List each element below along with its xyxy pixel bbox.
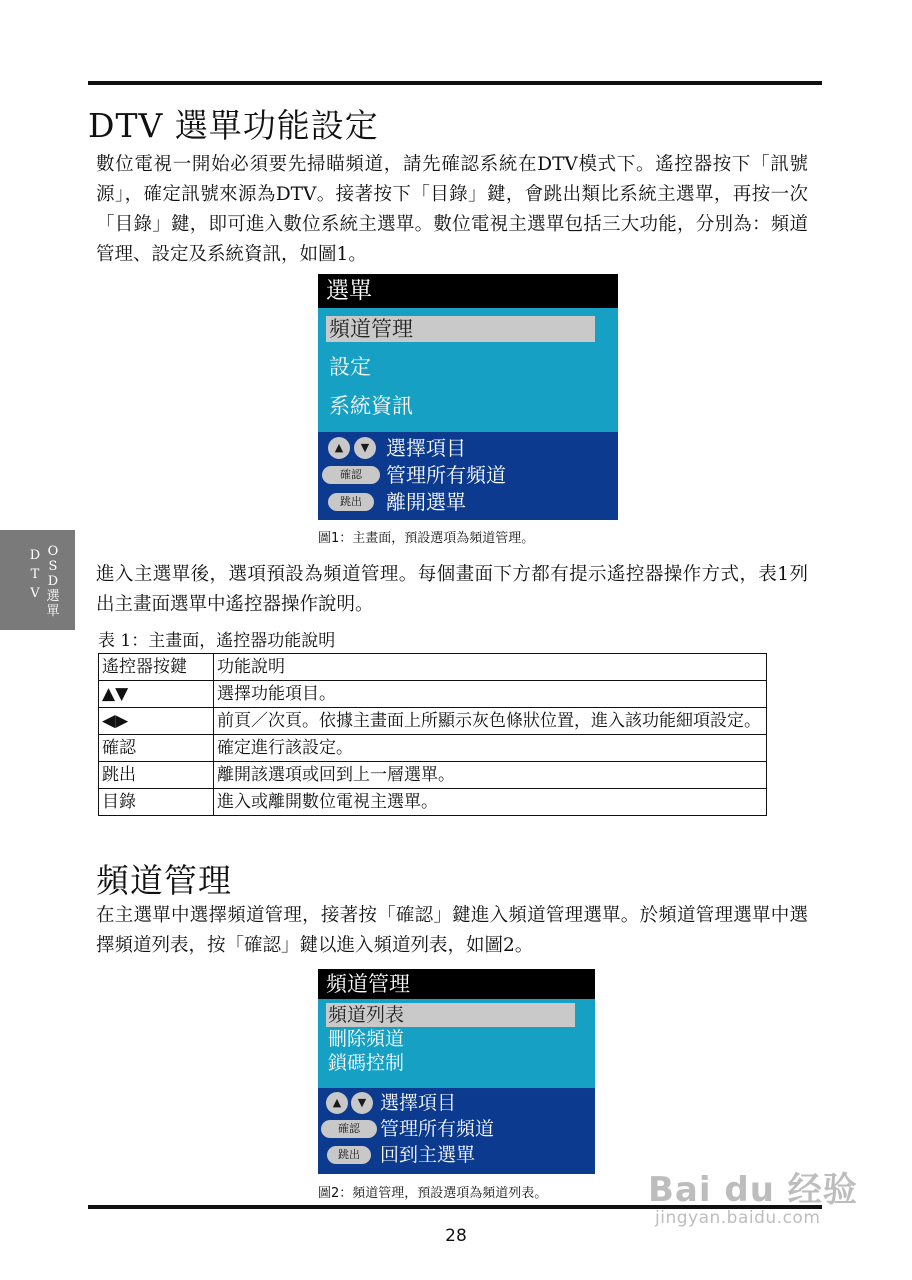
table-key-cell: 確認 xyxy=(99,735,214,762)
hint-text: 離開選單 xyxy=(386,490,466,514)
menu-item-lock-control[interactable]: 鎖碼控制 xyxy=(328,1052,405,1074)
page-number: 28 xyxy=(445,1226,467,1246)
table-key-cell: ◀▶ xyxy=(99,708,214,735)
table-desc-cell: 選擇功能項目。 xyxy=(214,681,767,708)
channel-menu-screenshot xyxy=(318,969,595,1174)
hint-row-confirm xyxy=(318,1117,595,1141)
table-key-cell: 跳出 xyxy=(99,762,214,789)
side-tab-col-osd xyxy=(46,544,60,619)
second-paragraph: 進入主選單後，選項預設為頻道管理。每個畫面下方都有提示遙控器操作方式，表1列出主畫面選單中遙控器操作說明。 xyxy=(96,564,808,615)
hint-text: 回到主選單 xyxy=(380,1144,476,1166)
figure2-caption: 圖2：頻道管理，預設選項為頻道列表。 xyxy=(318,1186,548,1201)
watermark-url: jingyan.baidu.com xyxy=(655,1208,821,1228)
main-menu-screenshot xyxy=(318,274,618,520)
menu-item-channel-management[interactable]: 頻道管理 xyxy=(326,316,595,342)
table-header-cell: 遙控器按鍵 xyxy=(99,654,214,681)
hint-text: 管理所有頻道 xyxy=(380,1118,495,1140)
table-header-cell: 功能說明 xyxy=(214,654,767,681)
menu-item-channel-list[interactable]: 頻道列表 xyxy=(326,1003,575,1027)
table-desc-cell: 前頁／次頁。依據主畫面上所顯示灰色條狀位置，進入該功能細項設定。 xyxy=(214,708,767,735)
table-header-row xyxy=(99,654,767,681)
hint-row-confirm xyxy=(318,462,618,488)
hint-row-exit xyxy=(318,489,618,515)
remote-control-table xyxy=(98,653,767,816)
up-arrow-icon: ▲ xyxy=(326,1092,348,1114)
hint-row-select xyxy=(318,1091,595,1115)
hint-text: 選擇項目 xyxy=(386,436,466,460)
side-tab-char: 單 xyxy=(46,604,60,619)
side-tab-char: D xyxy=(47,574,59,589)
side-tab-char: 選 xyxy=(46,589,60,604)
menu-item-settings[interactable]: 設定 xyxy=(329,355,371,379)
confirm-key-icon: 確認 xyxy=(321,1120,377,1138)
figure1-caption: 圖1：主畫面，預設選項為頻道管理。 xyxy=(318,531,535,546)
side-tab-char: T xyxy=(30,567,40,582)
side-section-tab xyxy=(0,530,75,630)
table-row xyxy=(99,762,767,789)
menu-hint-bar xyxy=(318,1088,595,1174)
exit-key-icon: 跳出 xyxy=(328,493,374,511)
down-arrow-icon: ▼ xyxy=(354,437,376,459)
table-caption: 表 1：主畫面，遙控器功能說明 xyxy=(98,631,336,651)
confirm-key-icon: 確認 xyxy=(322,466,380,484)
menu-hint-bar xyxy=(318,432,618,520)
side-tab-char: O xyxy=(47,544,59,559)
menu-title: 頻道管理 xyxy=(318,969,595,999)
watermark-brand: Bai du 经验 xyxy=(648,1170,858,1210)
side-tab-col-dtv xyxy=(28,548,42,601)
hint-row-select xyxy=(318,435,618,461)
table-row xyxy=(99,681,767,708)
table-desc-cell: 離開該選項或回到上一層選單。 xyxy=(214,762,767,789)
down-arrow-icon: ▼ xyxy=(351,1092,373,1114)
side-tab-char: D xyxy=(29,548,41,563)
section-paragraph: 在主選單中選擇頻道管理，接著按「確認」鍵進入頻道管理選單。於頻道管理選單中選擇頻道列表，按「確認」鍵以進入頻道列表，如圖2。 xyxy=(96,905,808,956)
page-heading: DTV 選單功能設定 xyxy=(88,106,379,145)
table-key-cell: ▲▼ xyxy=(99,681,214,708)
hint-row-exit xyxy=(318,1143,595,1167)
menu-title: 選單 xyxy=(318,274,618,308)
menu-item-system-info[interactable]: 系統資訊 xyxy=(329,394,413,418)
section-heading: 頻道管理 xyxy=(96,861,232,900)
table-desc-cell: 確定進行該設定。 xyxy=(214,735,767,762)
hint-text: 管理所有頻道 xyxy=(386,463,506,487)
up-arrow-icon: ▲ xyxy=(328,437,350,459)
exit-key-icon: 跳出 xyxy=(327,1146,371,1164)
side-tab-char: S xyxy=(48,559,58,574)
table-desc-cell: 進入或離開數位電視主選單。 xyxy=(214,789,767,816)
hint-text: 選擇項目 xyxy=(380,1092,457,1114)
menu-item-delete-channel[interactable]: 刪除頻道 xyxy=(328,1028,405,1050)
top-rule xyxy=(88,81,822,85)
table-key-cell: 目錄 xyxy=(99,789,214,816)
table-row xyxy=(99,708,767,735)
intro-paragraph: 數位電視一開始必須要先掃瞄頻道，請先確認系統在DTV模式下。遙控器按下「訊號源」，確定訊號來源為DTV。接著按下「目錄」鍵，會跳出類比系統主選單，再按一次「目錄」鍵，即可進入數位系統主選單。數位電視主選單包括三大功能，分別為：頻道管理、設定及系統資訊，如圖1。 xyxy=(96,154,808,265)
side-tab-char: V xyxy=(30,586,40,601)
table-row xyxy=(99,735,767,762)
table-row xyxy=(99,789,767,816)
